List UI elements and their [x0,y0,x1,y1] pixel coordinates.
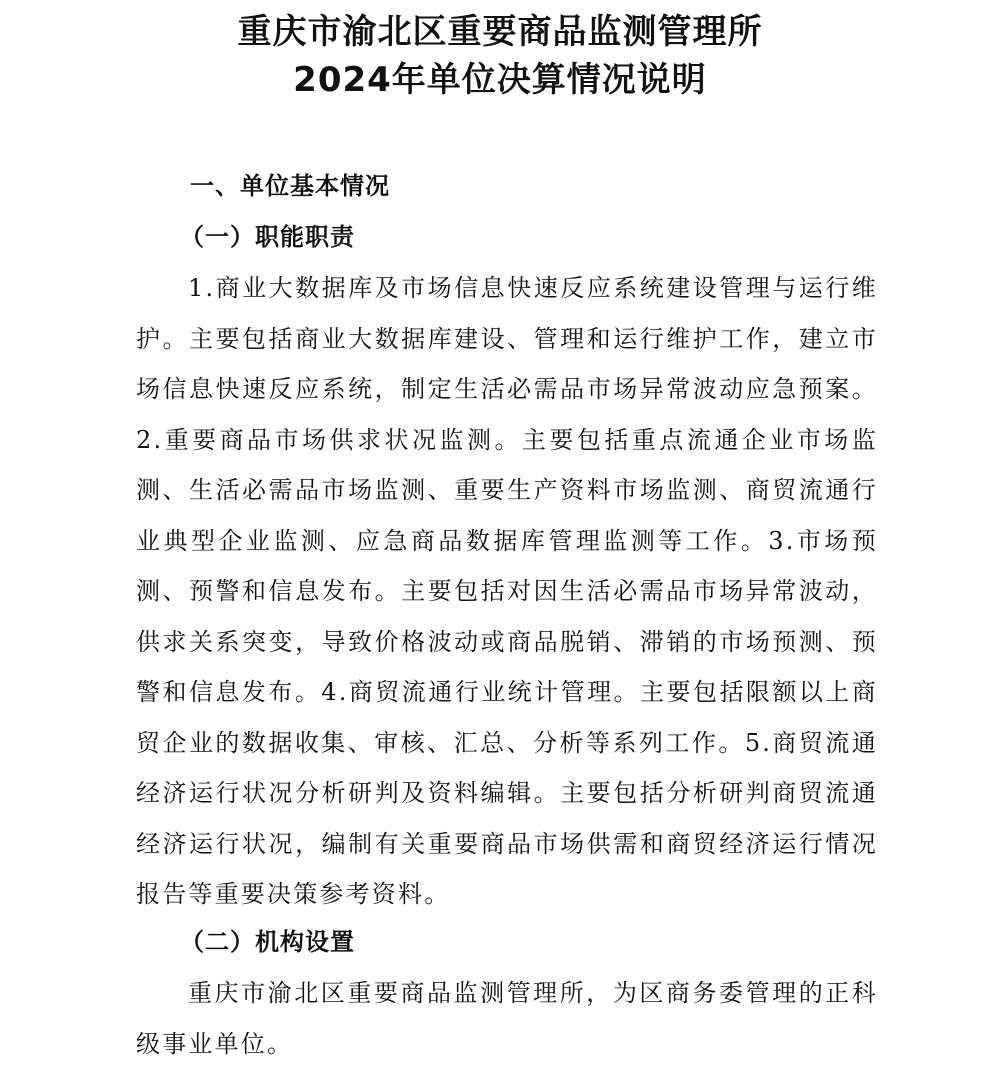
subsection-heading-organization: （二）机构设置 [180,927,355,956]
document-title-line2: 2024年单位决算情况说明 [293,60,707,100]
organization-paragraph: 重庆市渝北区重要商品监测管理所，为区商务委管理的正科级事业单位。 [136,979,878,1058]
subsection-heading-duties: （一）职能职责 [180,222,355,251]
document-title-line1: 重庆市渝北区重要商品监测管理所 [237,12,763,52]
section-heading-basic-info: 一、单位基本情况 [190,172,390,200]
duties-paragraph: 1.商业大数据库及市场信息快速反应系统建设管理与运行维护。主要包括商业大数据库建设、管理和运行维护工作，建立市场信息快速反应系统，制定生活必需品市场异常波动应急预案。2.重要商品市场供求状况监测。主要包括重点流通企业市场监测、生活必需品市场监测、重要生产资料市场监测、商贸流通行业典型企业监测、应急商品数据库管理监测等工作。3.市场预测、预警和信息发布。主要包括对因生活必需品市场异常波动，供求关系突变，导致价格波动或商品脱销、滞销的市场预测、预警和信息发布。4.商贸流通行业统计管理。主要包括限额以上商贸企业的数据收集、审核、汇总、分析等系列工作。5.商贸流通经济运行状况分析研判及资料编辑。主要包括分析研判商贸流通经济运行状况，编制有关重要商品市场供需和商贸经济运行情况报告等重要决策参考资料。 [136,274,878,908]
